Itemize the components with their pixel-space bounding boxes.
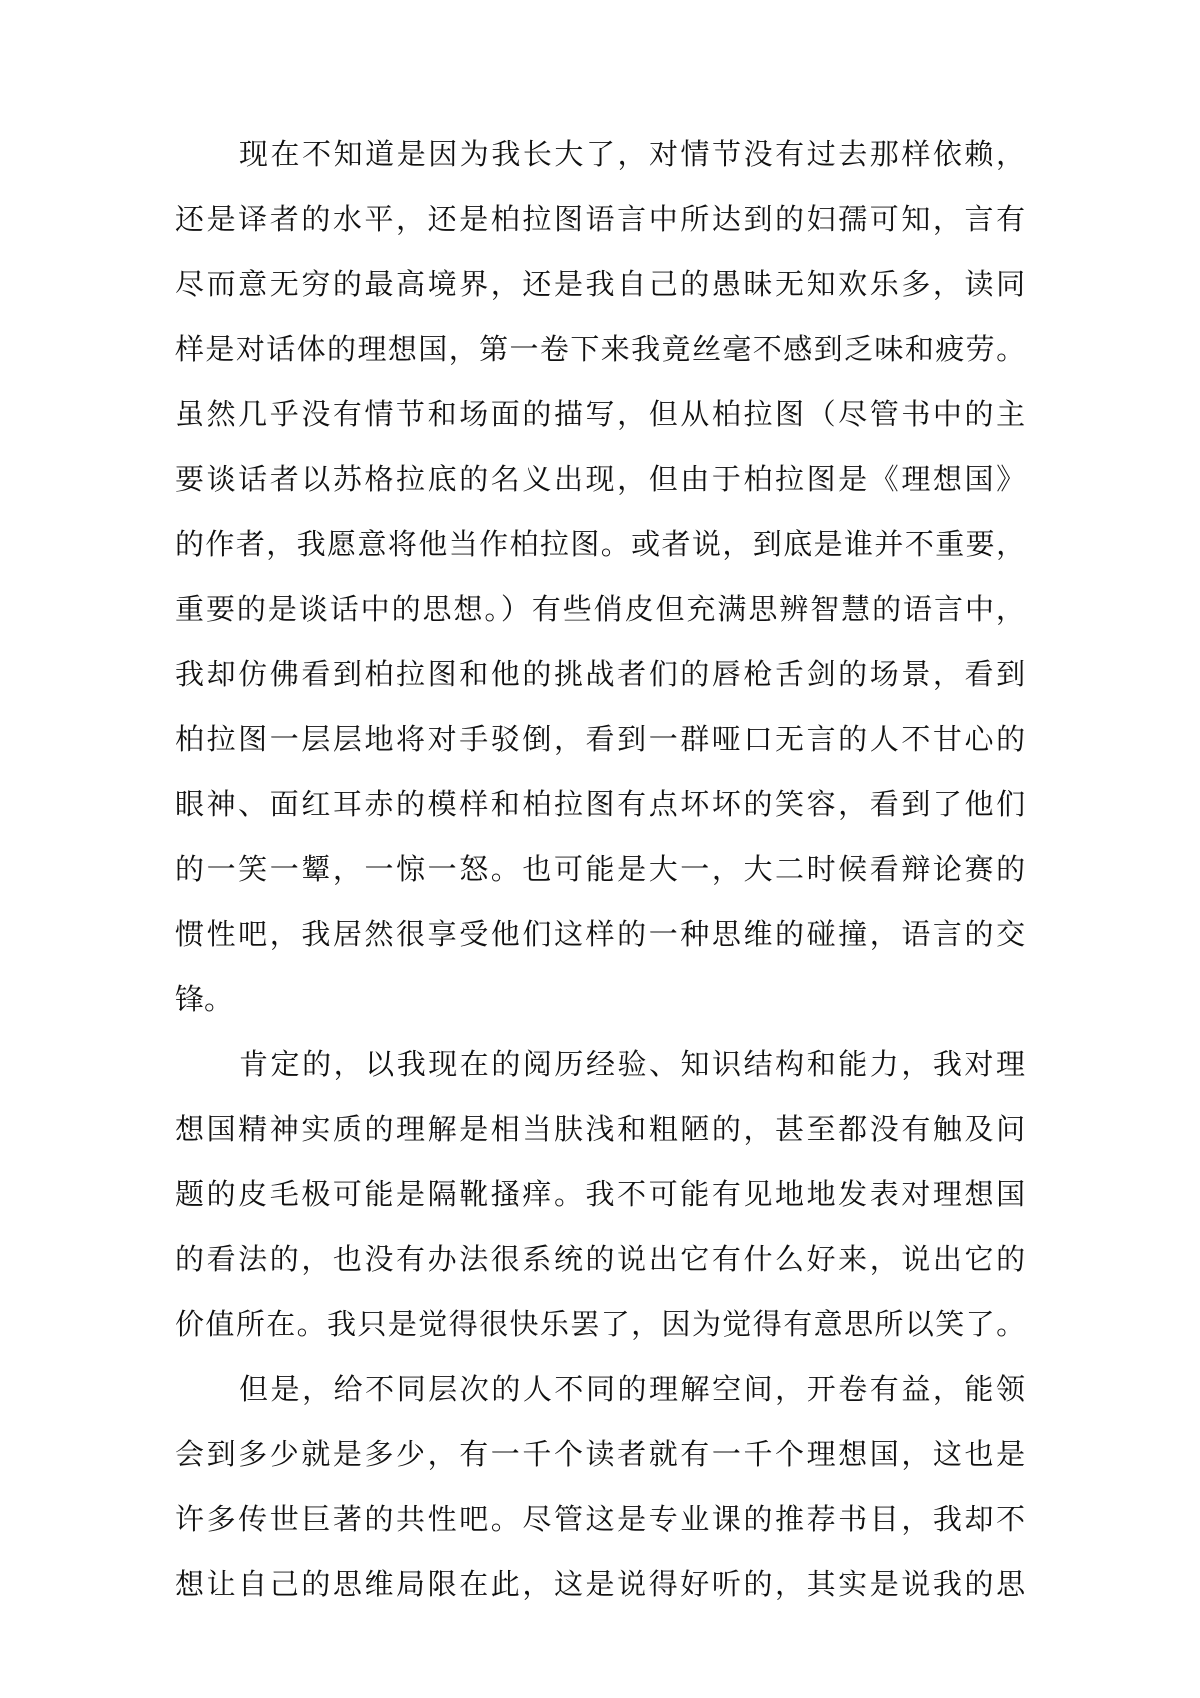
text-line: 虽然几乎没有情节和场面的描写，但从柏拉图（尽管书中的主 xyxy=(175,397,1028,431)
text-line: 要谈话者以苏格拉底的名义出现，但由于柏拉图是《理想国》 xyxy=(175,462,1028,496)
text-line: 重要的是谈话中的思想。）有些俏皮但充满思辨智慧的语言中， xyxy=(175,592,1027,626)
text-line: 许多传世巨著的共性吧。尽管这是专业课的推荐书目，我却不 xyxy=(175,1502,1028,1536)
text-line: 惯性吧，我居然很享受他们这样的一种思维的碰撞，语言的交 xyxy=(175,917,1028,951)
text-line: 的作者，我愿意将他当作柏拉图。或者说，到底是谁并不重要， xyxy=(175,527,1027,561)
text-line: 想国精神实质的理解是相当肤浅和粗陋的，甚至都没有触及问 xyxy=(175,1112,1028,1146)
body-text xyxy=(175,122,1028,1617)
text-line: 锋。 xyxy=(175,982,234,1016)
text-line: 样是对话体的理想国，第一卷下来我竟丝毫不感到乏味和疲劳。 xyxy=(175,332,1027,366)
text-line: 价值所在。我只是觉得很快乐罢了，因为觉得有意思所以笑了。 xyxy=(175,1307,1027,1341)
text-line: 题的皮毛极可能是隔靴搔痒。我不可能有见地地发表对理想国 xyxy=(175,1177,1028,1211)
text-line: 会到多少就是多少，有一千个读者就有一千个理想国，这也是 xyxy=(175,1437,1028,1471)
text-line: 柏拉图一层层地将对手驳倒，看到一群哑口无言的人不甘心的 xyxy=(175,722,1028,756)
text-line: 肯定的，以我现在的阅历经验、知识结构和能力，我对理 xyxy=(239,1047,1028,1081)
text-line: 还是译者的水平，还是柏拉图语言中所达到的妇孺可知，言有 xyxy=(175,202,1028,236)
text-line: 但是，给不同层次的人不同的理解空间，开卷有益，能领 xyxy=(239,1372,1028,1406)
text-line: 想让自己的思维局限在此，这是说得好听的，其实是说我的思 xyxy=(175,1567,1028,1601)
text-line: 尽而意无穷的最高境界，还是我自己的愚昧无知欢乐多，读同 xyxy=(175,267,1028,301)
text-line: 的一笑一颦，一惊一怒。也可能是大一，大二时候看辩论赛的 xyxy=(175,852,1028,886)
text-line: 眼神、面红耳赤的模样和柏拉图有点坏坏的笑容，看到了他们 xyxy=(175,787,1028,821)
text-line: 现在不知道是因为我长大了，对情节没有过去那样依赖， xyxy=(239,137,1028,171)
text-line: 的看法的，也没有办法很系统的说出它有什么好来，说出它的 xyxy=(175,1242,1028,1276)
text-line: 我却仿佛看到柏拉图和他的挑战者们的唇枪舌剑的场景，看到 xyxy=(175,657,1028,691)
